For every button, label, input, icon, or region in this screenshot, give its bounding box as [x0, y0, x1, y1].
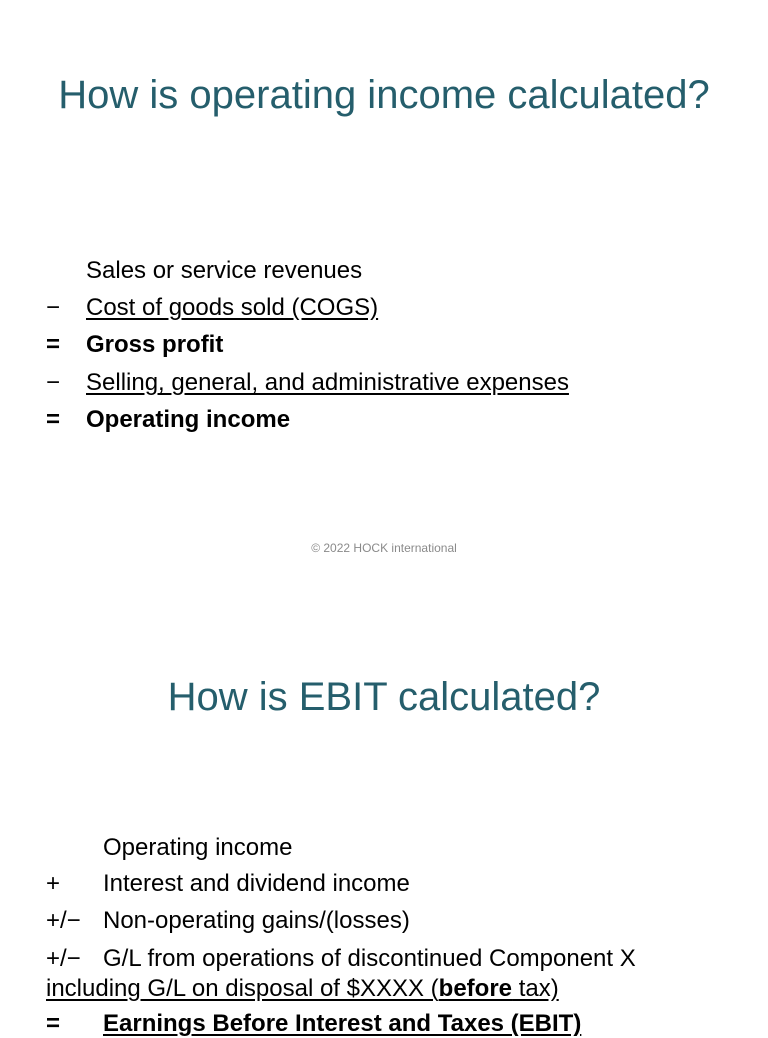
plus-operator: + — [46, 870, 61, 897]
line-text: Sales or service revenues — [86, 257, 363, 284]
slide-1-title: How is operating income calculated? — [58, 73, 710, 117]
calc-line-discontinued-continuation — [46, 975, 559, 1003]
plus-minus-operator: +/− — [46, 907, 81, 934]
line-text: Cost of goods sold (COGS) — [86, 294, 379, 321]
line-text: Selling, general, and administrative expenses — [86, 369, 569, 396]
equals-operator: = — [46, 1010, 61, 1037]
line-text: Operating income — [86, 406, 291, 433]
continuation-text: including G/L on disposal of $XXXX ( — [46, 975, 439, 1002]
continuation-text: tax) — [512, 975, 559, 1002]
line-text: Operating income — [103, 834, 293, 861]
plus-minus-operator: +/− — [46, 945, 81, 972]
line-text: Earnings Before Interest and Taxes (EBIT) — [103, 1010, 582, 1037]
minus-operator: − — [46, 369, 61, 396]
equals-operator: = — [46, 406, 61, 433]
line-text: G/L from operations of discontinued Component X — [103, 945, 636, 972]
copyright-footer: © 2022 HOCK international — [311, 541, 457, 555]
line-text: Interest and dividend income — [103, 870, 410, 897]
minus-operator: − — [46, 294, 61, 321]
line-text: Gross profit — [86, 331, 224, 358]
equals-operator: = — [46, 331, 61, 358]
slide-2-title: How is EBIT calculated? — [167, 675, 601, 719]
line-text: Non-operating gains/(losses) — [103, 907, 410, 934]
before-emphasis: before — [438, 975, 513, 1002]
